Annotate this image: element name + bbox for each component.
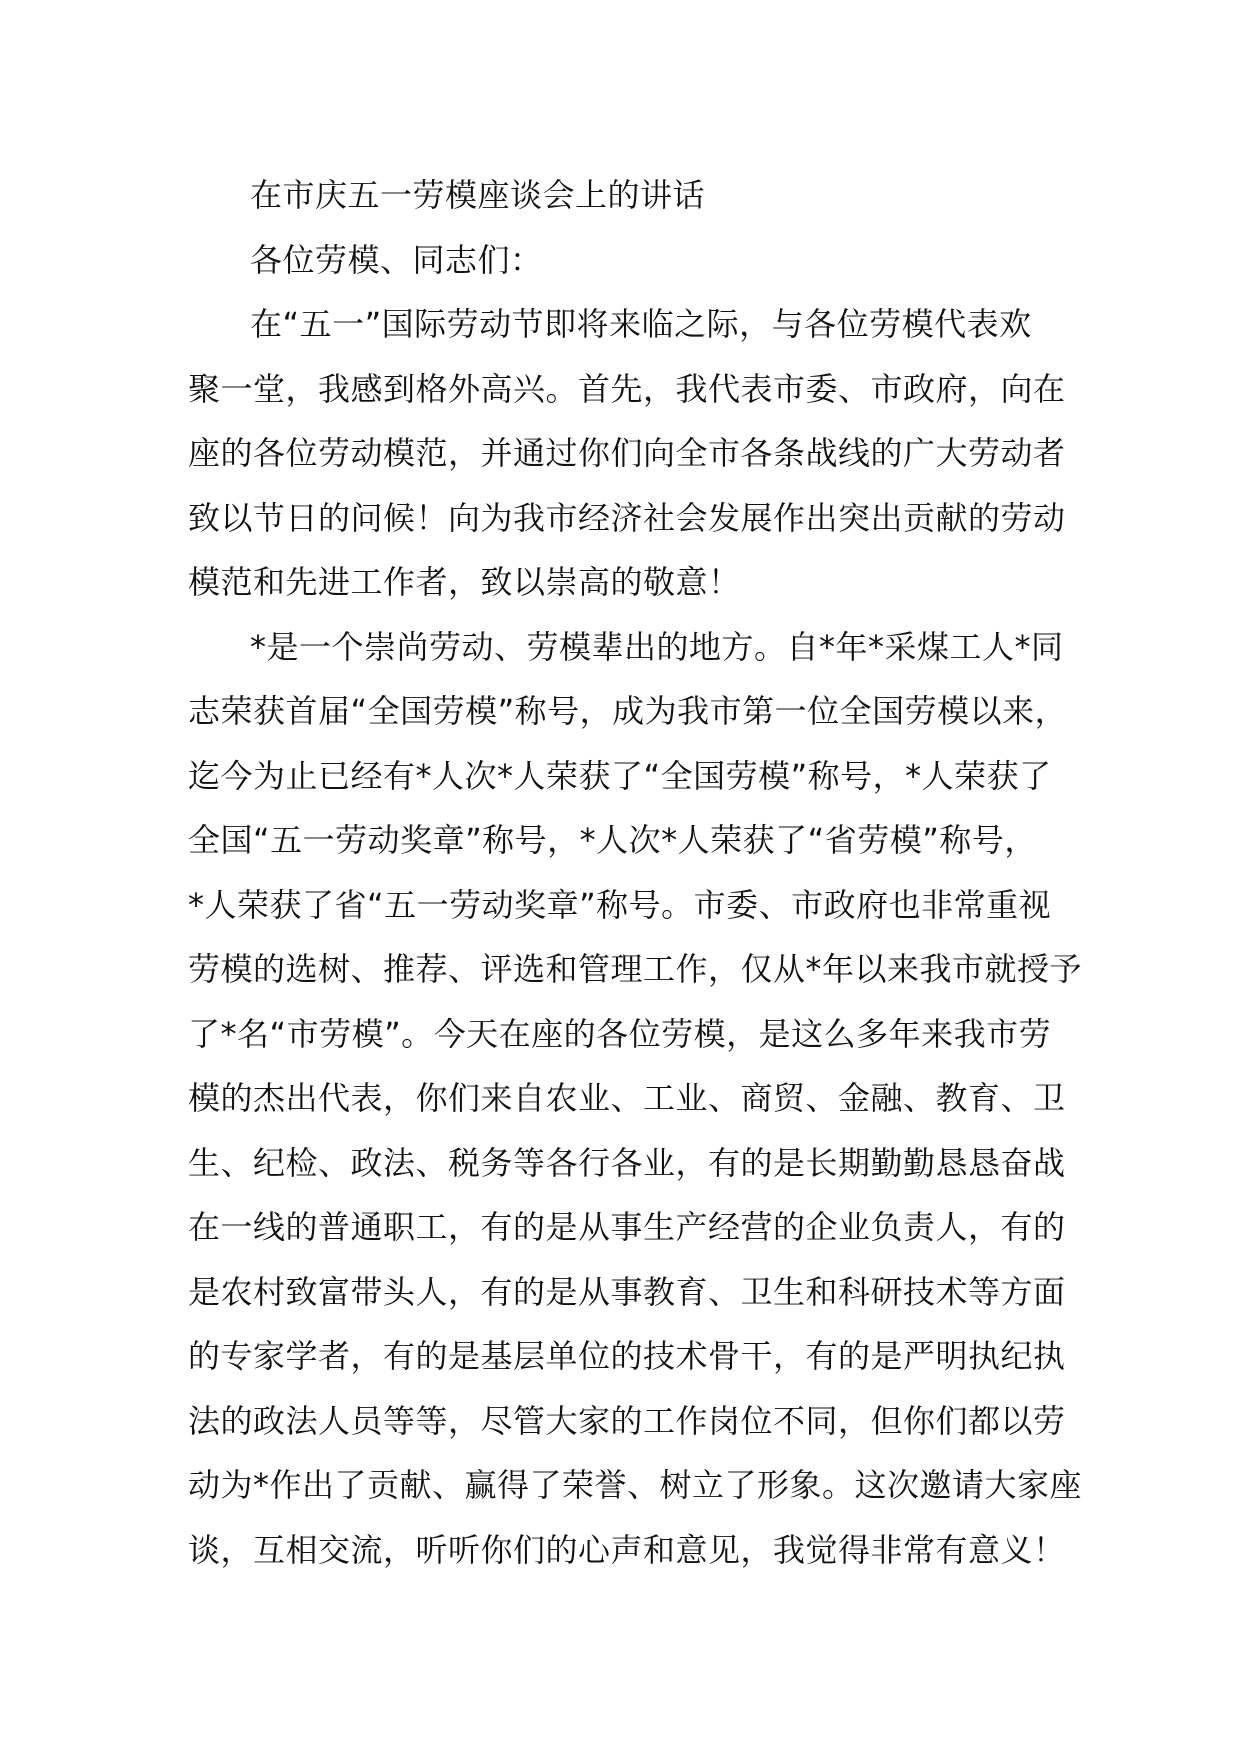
paragraph-line: 了*名“市劳模”。今天在座的各位劳模，是这么多年来我市劳 <box>188 1014 1052 1053</box>
paragraph-line: *是一个崇尚劳动、劳模辈出的地方。自*年*采煤工人*同 <box>250 627 1064 666</box>
paragraph-line: 座的各位劳动模范，并通过你们向全市各条战线的广大劳动者 <box>188 434 1066 472</box>
paragraph-line: 谈，互相交流，听听你们的心声和意见，我觉得非常有意义！ <box>188 1530 1066 1569</box>
paragraph-line: 劳模的选树、推荐、评选和管理工作，仅从*年以来我市就授予 <box>188 950 1083 988</box>
paragraph-line: 全国“五一劳动奖章”称号，*人次*人荣获了“省劳模”称号， <box>188 821 1037 859</box>
speech-title: 在市庆五一劳模座谈会上的讲话 <box>250 176 706 214</box>
paragraph-line: 模范和先进工作者，致以崇高的敬意！ <box>188 563 741 601</box>
salutation: 各位劳模、同志们： <box>250 240 543 279</box>
paragraph-line: 在一线的普通职工，有的是从事生产经营的企业负责人，有的 <box>188 1208 1066 1246</box>
paragraph-line: 志荣获首届“全国劳模”称号，成为我市第一位全国劳模以来， <box>188 692 1068 730</box>
speech-body <box>188 163 1083 1582</box>
paragraph-2 <box>188 615 1083 1583</box>
paragraph-line: 法的政法人员等等，尽管大家的工作岗位不同，但你们都以劳 <box>188 1401 1066 1440</box>
paragraph-line: 致以节日的问候！向为我市经济社会发展作出突出贡献的劳动 <box>188 498 1066 537</box>
paragraph-line: 动为*作出了贡献、赢得了荣誉、树立了形象。这次邀请大家座 <box>188 1466 1083 1504</box>
paragraph-line: 模的杰出代表，你们来自农业、工业、商贸、金融、教育、卫 <box>188 1079 1066 1117</box>
paragraph-line: 聚一堂，我感到格外高兴。首先，我代表市委、市政府，向在 <box>188 369 1066 408</box>
paragraph-line: *人荣获了省“五一劳动奖章”称号。市委、市政府也非常重视 <box>188 885 1052 924</box>
paragraph-line: 是农村致富带头人，有的是从事教育、卫生和科研技术等方面 <box>188 1272 1066 1311</box>
paragraph-1 <box>188 292 1068 615</box>
paragraph-line: 生、纪检、政法、税务等各行各业，有的是长期勤勤恳恳奋战 <box>188 1143 1066 1182</box>
paragraph-line: 迄今为止已经有*人次*人荣获了“全国劳模”称号，*人荣获了 <box>188 756 1052 795</box>
paragraph-line: 的专家学者，有的是基层单位的技术骨干，有的是严明执纪执 <box>188 1337 1066 1375</box>
paragraph-line: 在“五一”国际劳动节即将来临之际，与各位劳模代表欢 <box>250 305 1032 343</box>
